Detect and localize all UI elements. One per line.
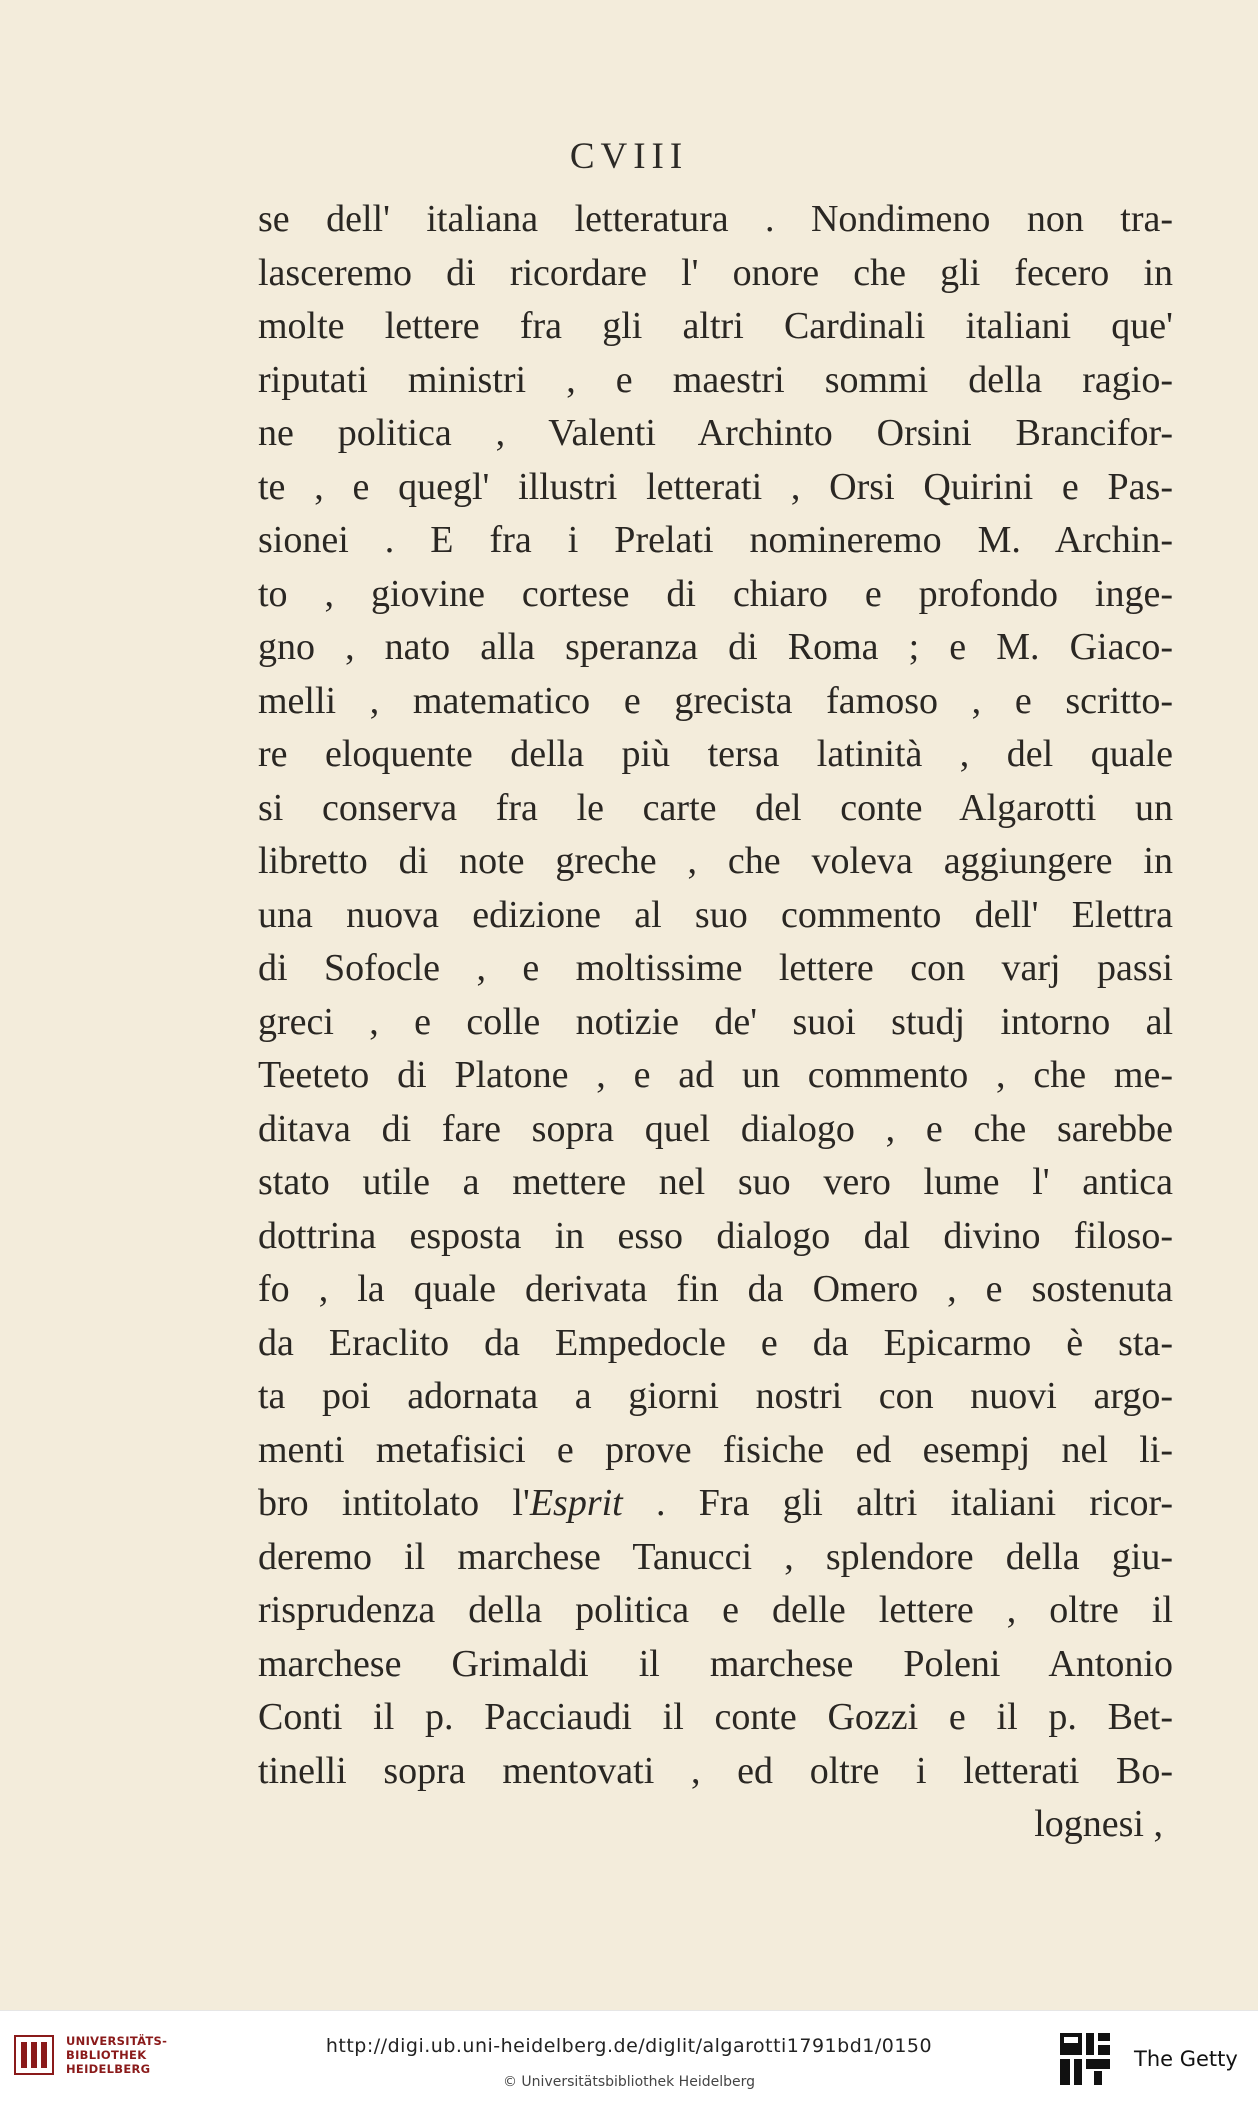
text-line: di Sofocle , e moltissime lettere con varj passi xyxy=(258,947,1173,989)
text-line: re eloquente della più tersa latinità , del quale xyxy=(258,733,1173,775)
text-line: Teeteto di Platone , e ad un commento , che me- xyxy=(258,1054,1173,1096)
text-line: menti metafisici e prove fisiche ed esempj nel li- xyxy=(258,1428,1173,1471)
esprit-before: bro intitolato l' xyxy=(258,1482,530,1524)
text-line: lasceremo di ricordare l' onore che gli fecero in xyxy=(258,251,1173,294)
text-line: molte lettere fra gli altri Cardinali italiani que' xyxy=(258,305,1173,347)
getty-logo-icon[interactable] xyxy=(1058,2031,1112,2087)
text-line: te , e quegl' illustri letterati , Orsi Quirini e Pas- xyxy=(258,465,1173,508)
text-line: si conserva fra le carte del conte Algarotti un xyxy=(258,786,1173,829)
getty-name[interactable]: The Getty xyxy=(1134,2047,1238,2071)
text-line: sionei . E fra i Prelati nomineremo M. Archin- xyxy=(258,519,1173,561)
text-line: ne politica , Valenti Archinto Orsini Brancifor- xyxy=(258,412,1173,454)
text-line: da Eraclito da Empedocle e da Epicarmo è sta- xyxy=(258,1321,1173,1364)
library-name-line: BIBLIOTHEK xyxy=(66,2048,147,2062)
text-line: marchese Grimaldi il marchese Poleni Antonio xyxy=(258,1642,1173,1685)
text-line: deremo il marchese Tanucci , splendore della giu- xyxy=(258,1535,1173,1578)
copyright-notice: © Universitätsbibliothek Heidelberg xyxy=(502,2074,755,2090)
text-line: una nuova edizione al suo commento dell' Elettra xyxy=(258,893,1173,936)
permalink-link[interactable]: http://digi.ub.uni-heidelberg.de/diglit/algarotti1791bd1/0150 xyxy=(325,2035,933,2057)
esprit-title-italic: Esprit xyxy=(529,1482,623,1524)
text-line: se dell' italiana letteratura . Nondimeno non tra- xyxy=(258,198,1173,240)
footer-bar xyxy=(0,2010,1258,2104)
text-line: riputati ministri , e maestri sommi della ragio- xyxy=(258,358,1173,401)
text-line: gno , nato alla speranza di Roma ; e M. Giaco- xyxy=(258,626,1173,668)
text-line-esprit xyxy=(258,1477,1173,1531)
body-text xyxy=(258,193,1173,1852)
text-line: greci , e colle notizie de' suoi studj intorno al xyxy=(258,1000,1173,1043)
text-line: libretto di note greche , che voleva aggiungere in xyxy=(258,840,1173,882)
text-line: stato utile a mettere nel suo vero lume l' antica xyxy=(258,1161,1173,1203)
text-line: tinelli sopra mentovati , ed oltre i letterati Bo- xyxy=(258,1749,1173,1792)
text-line: Conti il p. Pacciaudi il conte Gozzi e il p. Bet- xyxy=(258,1696,1173,1738)
text-line: dottrina esposta in esso dialogo dal divino filoso- xyxy=(258,1214,1173,1257)
text-line: risprudenza della politica e delle lettere , oltre il xyxy=(258,1589,1173,1631)
text-line: melli , matematico e grecista famoso , e scritto- xyxy=(258,679,1173,722)
text-line: fo , la quale derivata fin da Omero , e sostenuta xyxy=(258,1268,1173,1310)
text-line: to , giovine cortese di chiaro e profondo inge- xyxy=(258,572,1173,615)
text-line: ditava di fare sopra quel dialogo , e che sarebbe xyxy=(258,1107,1173,1150)
page-number: CVIII xyxy=(569,136,689,177)
catchword: lognesi , xyxy=(1034,1803,1163,1845)
text-line: ta poi adornata a giorni nostri con nuovi argo- xyxy=(258,1375,1173,1417)
esprit-after: . Fra gli altri italiani ricor- xyxy=(656,1482,1174,1524)
library-name-line: UNIVERSITÄTS- xyxy=(66,2034,168,2048)
library-name-line: HEIDELBERG xyxy=(66,2062,151,2076)
